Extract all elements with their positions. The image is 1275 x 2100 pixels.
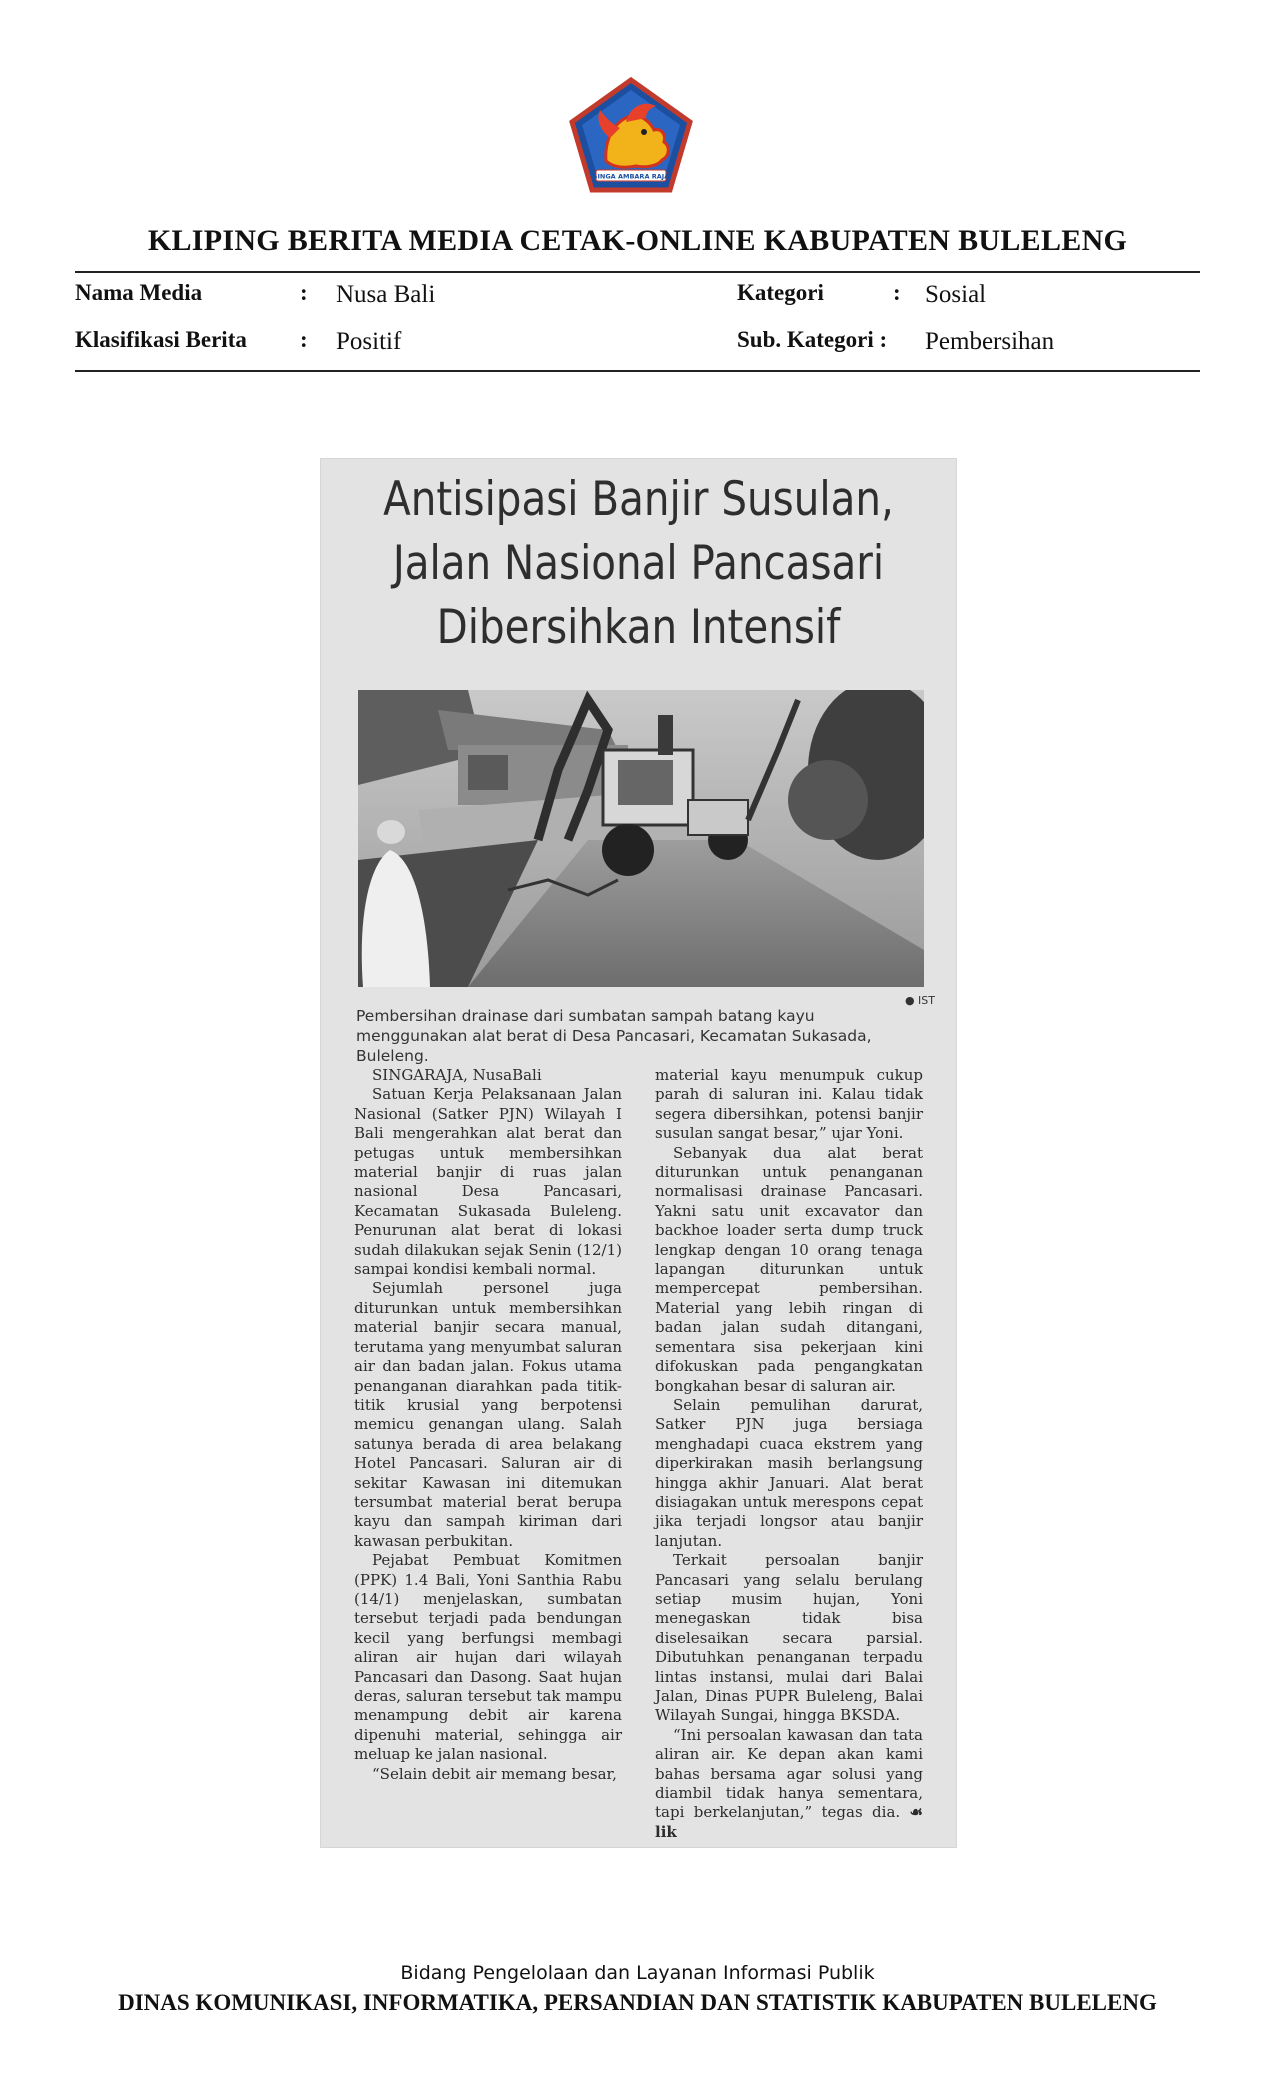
paragraph-3: Pejabat Pembuat Komitmen (PPK) 1.4 Bali, Yoni Santhia Rabu (14/1) menjelaskan, sumbatan tersebut terjadi pada bendungan kecil yang berfungsi membagi aliran air hujan dari wilayah Pancasari dan Dasong. Saat hujan deras, saluran tersebut tak mampu menampung debit air karena dipenuhi material, sehingga air meluap ke jalan nasional. [354,1551,622,1764]
footer-agency: DINAS KOMUNIKASI, INFORMATIKA, PERSANDIAN DAN STATISTIK KABUPATEN BULELENG [118,1990,1157,2015]
dateline: SINGARAJA, NusaBali [372,1066,542,1084]
klasifikasi-label: Klasifikasi Berita [75,327,247,352]
article-photo [358,690,924,987]
document-title: KLIPING BERITA MEDIA CETAK-ONLINE KABUPATEN BULELENG [147,224,1128,257]
paragraph-7: Selain pemulihan darurat, Satker PJN juga bersiaga menghadapi cuaca ekstrem yang diperkirakan masih berlangsung hingga akhir Januari. Alat berat disiagakan untuk merespons cepat jika terjadi longsor atau banjir lanjutan. [655,1395,923,1550]
klasifikasi-colon: : [300,327,308,352]
media-colon: : [300,280,308,305]
newspaper-clipping [320,458,957,1848]
paragraph-5: material kayu menumpuk cukup parah di saluran ini. Kalau tidak segera dibersihkan, potensi banjir susulan sangat besar,” ujar Yoni. [655,1066,923,1143]
subkategori-label: Sub. Kategori : [737,327,888,352]
paragraph-9 [655,1726,923,1842]
paragraph-9-text: “Ini persoalan kawasan dan tata aliran air. Ke depan akan kami bahas bersama agar solusi yang diambil tidak hanya sementara, tapi berkelanjutan,” tegas dia. [655,1725,923,1822]
paragraph-4: “Selain debit air memang besar, [372,1764,617,1783]
subkategori-value: Pembersihan [925,328,1055,355]
footer-division: Bidang Pengelolaan dan Layanan Informasi Publik [400,1962,875,1984]
paragraph-6: Sebanyak dua alat berat diturunkan untuk penanganan normalisasi drainase Pancasari. Yakni satu unit excavator dan backhoe loader serta dump truck lengkap dengan 10 orang tenaga lapangan diturunkan untuk mempercepat pembersihan. Material yang lebih ringan di badan jalan sudah ditangani, sementara sisa pekerjaan kini difokuskan pada pengangkatan bongkahan besar di saluran air. [655,1143,923,1395]
paragraph-2: Sejumlah personel juga diturunkan untuk membersihkan material banjir secara manual, terutama yang menyumbat saluran air dan badan jalan. Fokus utama penanganan diarahkan pada titik-titik krusial yang berpotensi memicu genangan ulang. Salah satunya berada di area belakang Hotel Pancasari. Saluran air di sekitar Kawasan ini ditemukan tersumbat material berat berupa kayu dan sampah kiriman dari kawasan perbukitan. [354,1279,622,1550]
photo-credit: ● IST [904,994,935,1007]
article-column-left [354,1066,622,1784]
paragraph-1: Satuan Kerja Pelaksanaan Jalan Nasional (Satker PJN) Wilayah I Bali mengerahkan alat berat dan petugas untuk membersihkan material banjir di ruas jalan nasional Desa Pancasari, Kecamatan Sukasada Buleleng. Penurunan alat berat di lokasi sudah dilakukan sejak Senin (12/1) sampai kondisi kembali normal. [354,1085,622,1279]
article-column-right [655,1066,923,1842]
paragraph-8: Terkait persoalan banjir Pancasari yang selalu berulang setiap musim hujan, Yoni menegaskan tidak bisa diselesaikan secara parsial. Dibutuhkan penanganan terpadu lintas instansi, mulai dari Balai Jalan, Dinas PUPR Buleleng, Balai Wilayah Sungai, hingga BKSDA. [655,1551,923,1725]
kategori-value: Sosial [925,281,987,308]
svg-text:SINGA AMBARA RAJA: SINGA AMBARA RAJA [592,172,670,181]
headline-line-3: Dibersihkan Intensif [436,600,841,655]
klasifikasi-value: Positif [336,328,402,355]
kategori-colon: : [893,280,901,305]
header-rule-bottom [75,370,1200,372]
photo-caption: Pembersihan drainase dari sumbatan sampah batang kayu menggunakan alat berat di Desa Pancasari, Kecamatan Sukasada, Buleleng. [356,1007,872,1065]
media-label: Nama Media [75,280,203,305]
author-signature: ☙ lik [655,1803,923,1841]
headline-line-2: Jalan Nasional Pancasari [392,536,885,591]
buleleng-regency-logo [566,76,696,194]
media-value: Nusa Bali [336,281,436,308]
headline-line-1: Antisipasi Banjir Susulan, [383,472,894,527]
header-rule-top [75,271,1200,273]
kategori-label: Kategori [737,280,824,305]
article-headline [365,468,913,660]
